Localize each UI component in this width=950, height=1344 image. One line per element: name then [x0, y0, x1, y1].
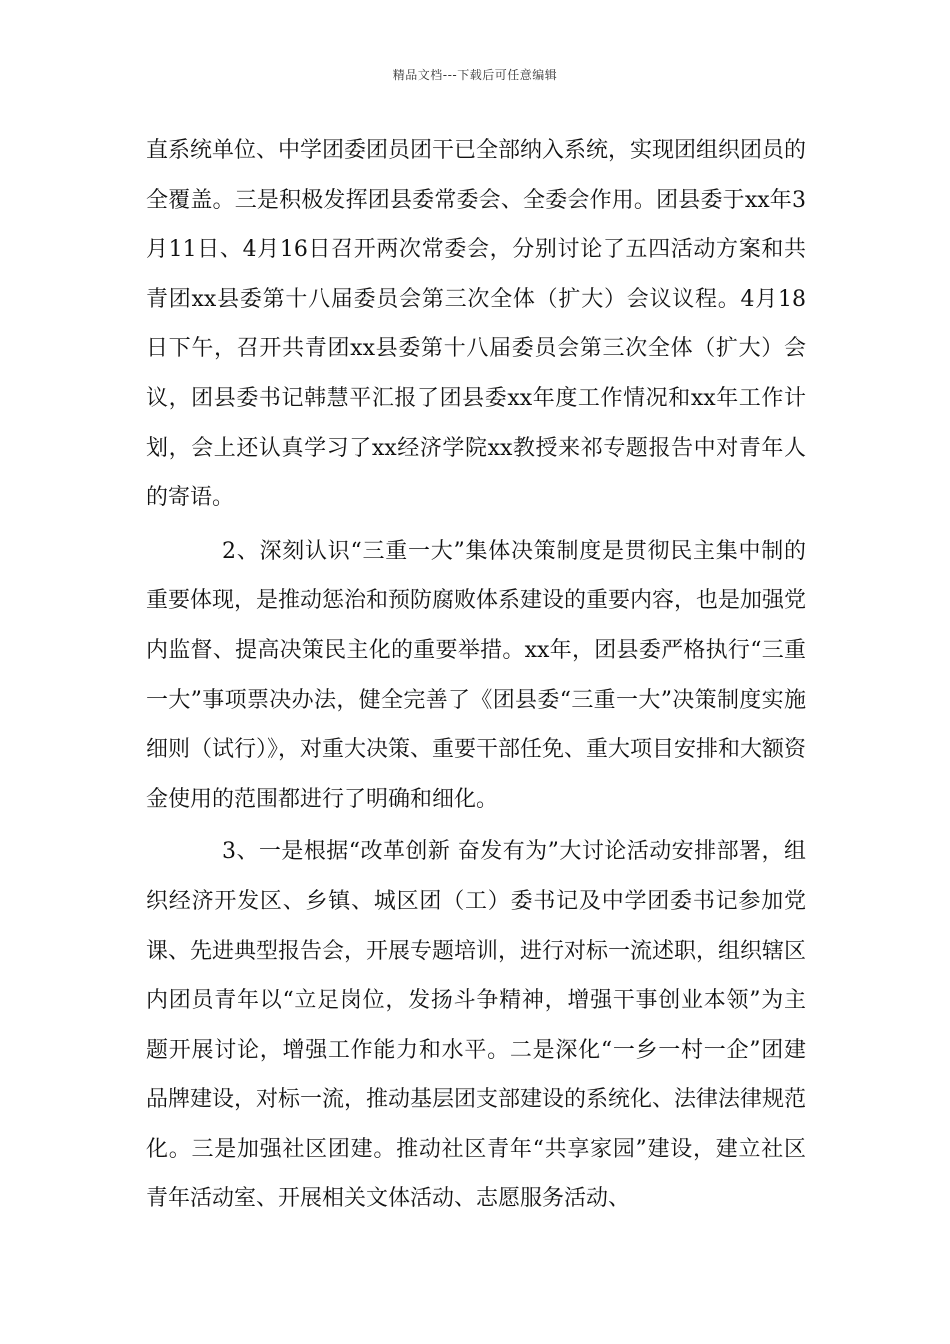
paragraph-item-2: 2、深刻认识“三重一大”集体决策制度是贯彻民主集中制的重要体现，是推动惩治和预防腐败体系建设的重要内容，也是加强党内监督、提高决策民主化的重要举措。xx年，团县委严格执行“三重一大”事项票决办法，健全完善了《团县委“三重一大”决策制度实施细则（试行）》，对重大决策、重要干部任免、重大项目安排和大额资金使用的范围都进行了明确和细化。: [146, 538, 807, 812]
page-header: 精品文档---下载后可任意编辑: [392, 68, 558, 82]
paragraph-continuation: 直系统单位、中学团委团员团干已全部纳入系统，实现团组织团员的全覆盖。三是积极发挥团县委常委会、全委会作用。团县委于xx年3月11日、4月16日召开两次常委会，分别讨论了五四活动方案和共青团xx县委第十八届委员会第三次全体（扩大）会议议程。4月18日下午，召开共青团xx县委第十八届委员会第三次全体（扩大）会议，团县委书记韩慧平汇报了团县委xx年度工作情况和xx年工作计划，会上还认真学习了xx经济学院xx教授来祁专题报告中对青年人的寄语。: [146, 138, 807, 511]
document-body: [146, 126, 806, 1224]
paragraph-item-3: 3、一是根据“改革创新 奋发有为”大讨论活动安排部署，组织经济开发区、乡镇、城区团（工）委书记及中学团委书记参加党课、先进典型报告会，开展专题培训，进行对标一流述职，组织辖区内团员青年以“立足岗位，发扬斗争精神，增强干事创业本领”为主题开展讨论，增强工作能力和水平。二是深化“一乡一村一企”团建品牌建设，对标一流，推动基层团支部建设的系统化、法律法律规范化。三是加强社区团建。推动社区青年“共享家园”建设，建立社区青年活动室、开展相关文体活动、志愿服务活动、: [146, 839, 807, 1212]
